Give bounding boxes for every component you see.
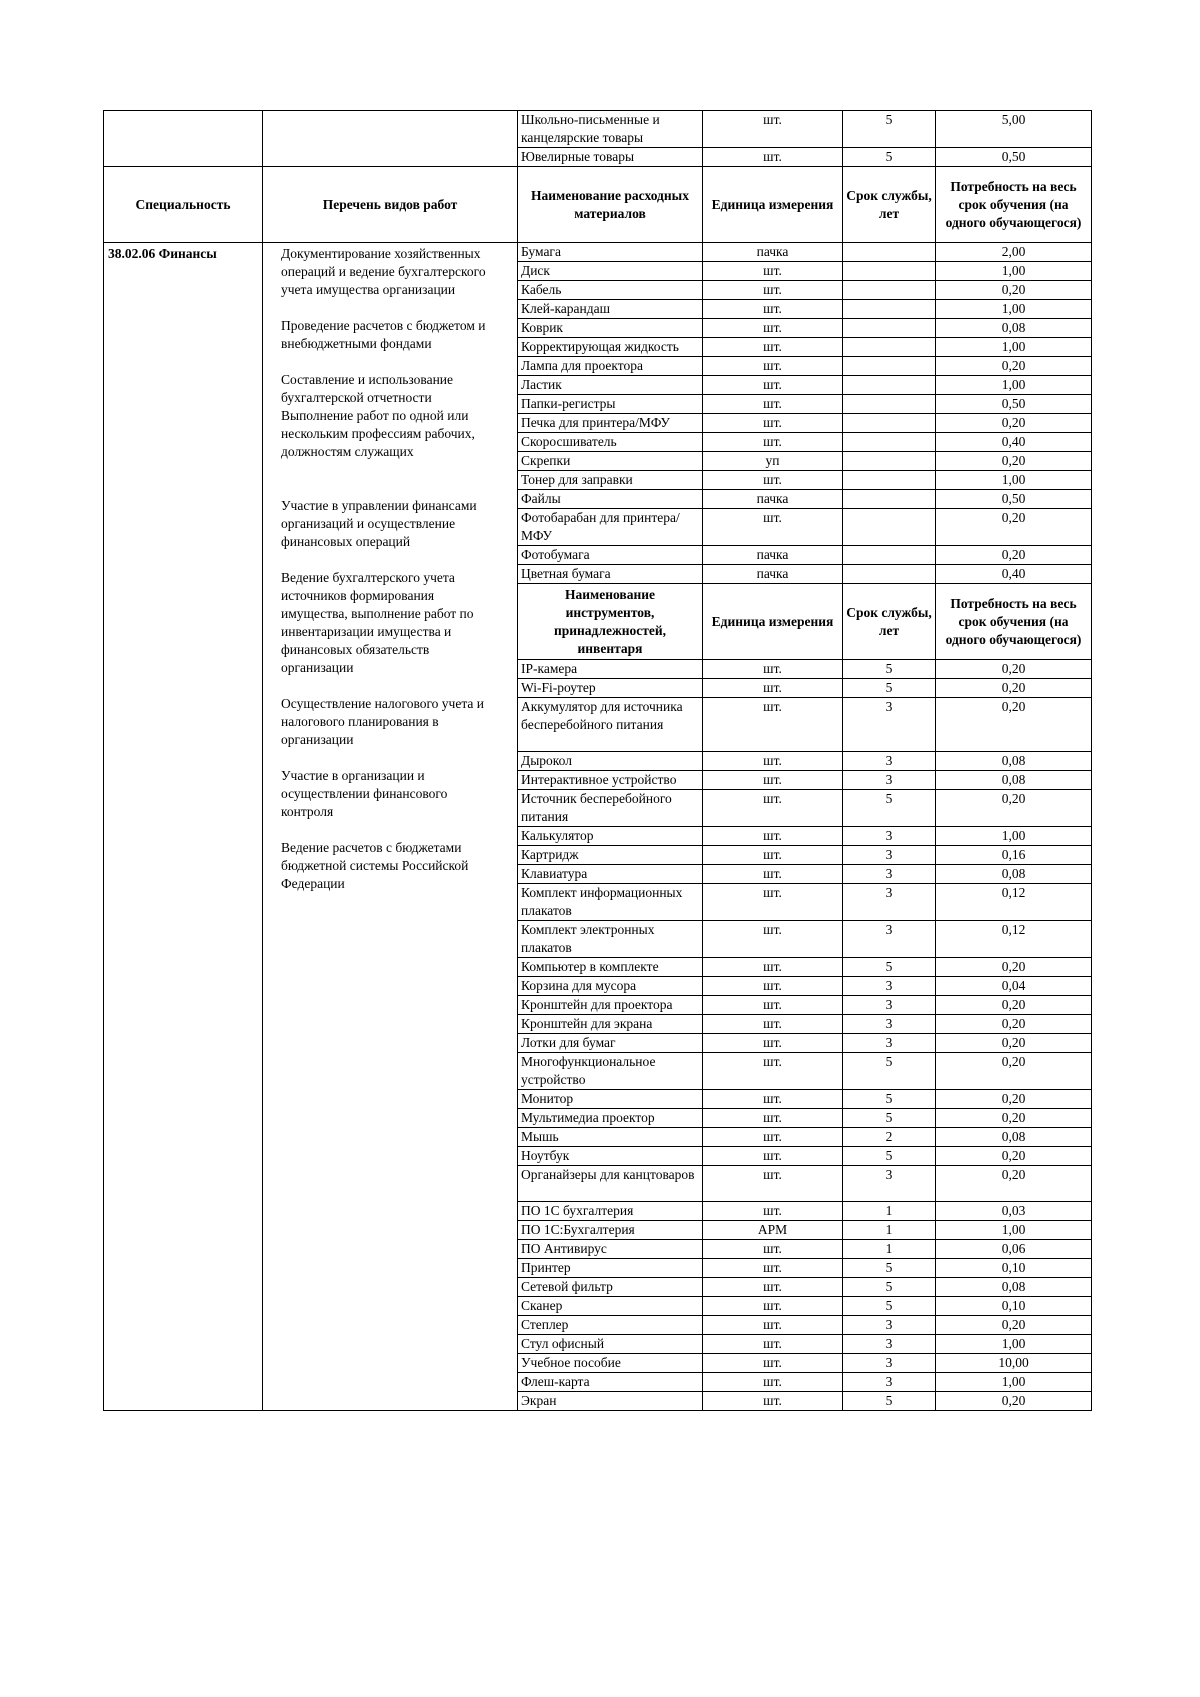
work-item: Ведение расчетов с бюджетами бюджетной системы Российской Федерации (281, 840, 469, 891)
item-life-cell (843, 490, 936, 509)
item-life-cell: 5 (843, 1259, 936, 1278)
item-life-cell (843, 262, 936, 281)
item-need-cell: 1,00 (936, 827, 1092, 846)
work-item: Ведение бухгалтерского учета источников формирования имущества, выполнение работ по инвентаризации имущества и финансовых обязательств организации (281, 570, 474, 675)
item-unit-cell: шт. (703, 698, 843, 752)
item-name-cell: Папки-регистры (518, 395, 703, 414)
item-name-cell: Печка для принтера/МФУ (518, 414, 703, 433)
item-need-cell: 0,08 (936, 319, 1092, 338)
item-unit-cell: шт. (703, 281, 843, 300)
item-life-cell: 3 (843, 771, 936, 790)
item-name-cell: Источник бесперебойного питания (518, 790, 703, 827)
document-page (103, 110, 1091, 1411)
item-need-cell: 0,20 (936, 1316, 1092, 1335)
item-name-cell: Лотки для бумаг (518, 1034, 703, 1053)
item-need-cell: 0,10 (936, 1259, 1092, 1278)
item-need-cell: 0,08 (936, 1128, 1092, 1147)
item-name-cell: Принтер (518, 1259, 703, 1278)
item-need-cell: 0,20 (936, 1053, 1092, 1090)
item-unit-cell: шт. (703, 865, 843, 884)
item-need-cell: 0,20 (936, 698, 1092, 752)
item-life-cell: 5 (843, 1392, 936, 1411)
item-need-cell: 0,16 (936, 846, 1092, 865)
item-need-cell: 0,20 (936, 546, 1092, 565)
item-need-cell: 0,20 (936, 996, 1092, 1015)
header-works: Перечень видов работ (263, 167, 518, 243)
item-life-cell: 3 (843, 1354, 936, 1373)
item-life-cell: 5 (843, 1090, 936, 1109)
item-life-cell (843, 565, 936, 584)
item-life-cell: 5 (843, 1297, 936, 1316)
item-life-cell: 3 (843, 1166, 936, 1202)
item-need-cell: 0,12 (936, 884, 1092, 921)
item-life-cell: 5 (843, 790, 936, 827)
item-need-cell: 0,20 (936, 452, 1092, 471)
item-name-cell: Органайзеры для канцтоваров (518, 1166, 703, 1202)
item-life-cell: 3 (843, 827, 936, 846)
item-life-cell: 5 (843, 660, 936, 679)
item-name-cell: Степлер (518, 1316, 703, 1335)
item-name-cell: Школьно-письменные и канцелярские товары (518, 111, 703, 148)
item-name-cell: ПО 1С:Бухгалтерия (518, 1221, 703, 1240)
item-unit-cell: шт. (703, 679, 843, 698)
item-need-cell: 1,00 (936, 262, 1092, 281)
item-life-cell (843, 319, 936, 338)
item-need-cell: 0,20 (936, 357, 1092, 376)
work-item: Документирование хозяйственных операций и ведение бухгалтерского учета имущества организации (281, 246, 486, 297)
item-unit-cell: шт. (703, 921, 843, 958)
item-unit-cell: шт. (703, 884, 843, 921)
item-need-cell: 0,20 (936, 1166, 1092, 1202)
item-life-cell (843, 395, 936, 414)
item-name-cell: Бумага (518, 243, 703, 262)
item-name-cell: Файлы (518, 490, 703, 509)
item-unit-cell: АРМ (703, 1221, 843, 1240)
item-unit-cell: шт. (703, 509, 843, 546)
item-need-cell: 0,50 (936, 395, 1092, 414)
item-unit-cell: шт. (703, 1034, 843, 1053)
item-need-cell: 2,00 (936, 243, 1092, 262)
item-need-cell: 0,20 (936, 1015, 1092, 1034)
item-name-cell: IP-камера (518, 660, 703, 679)
item-name-cell: Компьютер в комплекте (518, 958, 703, 977)
header-tools-name: Наименование инструментов, принадлежностей, инвентаря (518, 584, 703, 660)
item-unit-cell: шт. (703, 1259, 843, 1278)
item-need-cell: 0,40 (936, 565, 1092, 584)
header-row (104, 167, 1092, 243)
item-unit-cell: пачка (703, 565, 843, 584)
item-name-cell: Ластик (518, 376, 703, 395)
item-need-cell: 1,00 (936, 1373, 1092, 1392)
item-unit-cell: шт. (703, 1354, 843, 1373)
item-name-cell: Экран (518, 1392, 703, 1411)
item-life-cell: 3 (843, 996, 936, 1015)
item-life-cell: 3 (843, 1335, 936, 1354)
item-life-cell: 5 (843, 1109, 936, 1128)
item-life-cell: 5 (843, 111, 936, 148)
item-need-cell: 0,20 (936, 1034, 1092, 1053)
item-life-cell: 3 (843, 977, 936, 996)
works-cell (263, 243, 518, 1411)
item-unit-cell: шт. (703, 357, 843, 376)
item-need-cell: 0,50 (936, 490, 1092, 509)
header-tools-life: Срок службы, лет (843, 584, 936, 660)
item-life-cell: 3 (843, 865, 936, 884)
item-name-cell: Ювелирные товары (518, 148, 703, 167)
item-life-cell (843, 243, 936, 262)
item-need-cell: 0,50 (936, 148, 1092, 167)
item-life-cell: 3 (843, 1373, 936, 1392)
item-name-cell: Фотобарабан для принтера/МФУ (518, 509, 703, 546)
item-name-cell: Аккумулятор для источника бесперебойного питания (518, 698, 703, 752)
item-name-cell: Лампа для проектора (518, 357, 703, 376)
table-row (104, 111, 1092, 148)
item-unit-cell: шт. (703, 1128, 843, 1147)
item-name-cell: Учебное пособие (518, 1354, 703, 1373)
item-life-cell: 3 (843, 752, 936, 771)
item-name-cell: Калькулятор (518, 827, 703, 846)
table-row (104, 243, 1092, 262)
item-name-cell: Ноутбук (518, 1147, 703, 1166)
item-life-cell (843, 546, 936, 565)
item-need-cell: 0,06 (936, 1240, 1092, 1259)
header-need: Потребность на весь срок обучения (на одного обучающегося) (936, 167, 1092, 243)
item-name-cell: Коврик (518, 319, 703, 338)
item-name-cell: Скоросшиватель (518, 433, 703, 452)
item-need-cell: 0,20 (936, 1147, 1092, 1166)
item-need-cell: 0,20 (936, 1090, 1092, 1109)
item-name-cell: Сетевой фильтр (518, 1278, 703, 1297)
item-need-cell: 0,08 (936, 752, 1092, 771)
item-name-cell: Кронштейн для проектора (518, 996, 703, 1015)
item-need-cell: 0,20 (936, 679, 1092, 698)
item-unit-cell: шт. (703, 1316, 843, 1335)
item-need-cell: 0,20 (936, 281, 1092, 300)
header-unit: Единица измерения (703, 167, 843, 243)
item-unit-cell: шт. (703, 433, 843, 452)
header-tools-need: Потребность на весь срок обучения (на одного обучающегося) (936, 584, 1092, 660)
item-life-cell: 2 (843, 1128, 936, 1147)
item-unit-cell: шт. (703, 1373, 843, 1392)
item-need-cell: 1,00 (936, 1221, 1092, 1240)
item-need-cell: 10,00 (936, 1354, 1092, 1373)
item-life-cell (843, 357, 936, 376)
item-need-cell: 0,12 (936, 921, 1092, 958)
table-body (104, 111, 1092, 1411)
item-unit-cell: шт. (703, 1109, 843, 1128)
item-need-cell: 0,20 (936, 1392, 1092, 1411)
item-need-cell: 0,03 (936, 1202, 1092, 1221)
item-need-cell: 5,00 (936, 111, 1092, 148)
item-unit-cell: шт. (703, 790, 843, 827)
item-life-cell (843, 281, 936, 300)
item-life-cell: 3 (843, 1034, 936, 1053)
item-life-cell: 3 (843, 921, 936, 958)
item-unit-cell: пачка (703, 546, 843, 565)
header-life: Срок службы, лет (843, 167, 936, 243)
item-unit-cell: шт. (703, 1392, 843, 1411)
header-tools-unit: Единица измерения (703, 584, 843, 660)
item-unit-cell: шт. (703, 1090, 843, 1109)
item-unit-cell: шт. (703, 977, 843, 996)
header-specialty: Специальность (104, 167, 263, 243)
item-unit-cell: шт. (703, 148, 843, 167)
item-need-cell: 0,20 (936, 958, 1092, 977)
item-life-cell (843, 471, 936, 490)
item-need-cell: 0,10 (936, 1297, 1092, 1316)
item-unit-cell: пачка (703, 490, 843, 509)
item-name-cell: Кронштейн для экрана (518, 1015, 703, 1034)
item-name-cell: Фотобумага (518, 546, 703, 565)
header-materials-name: Наименование расходных материалов (518, 167, 703, 243)
item-name-cell: Клей-карандаш (518, 300, 703, 319)
item-unit-cell: шт. (703, 1278, 843, 1297)
item-name-cell: Клавиатура (518, 865, 703, 884)
item-need-cell: 0,40 (936, 433, 1092, 452)
item-unit-cell: шт. (703, 111, 843, 148)
item-life-cell: 1 (843, 1221, 936, 1240)
item-need-cell: 1,00 (936, 338, 1092, 357)
item-unit-cell: шт. (703, 996, 843, 1015)
item-unit-cell: шт. (703, 414, 843, 433)
item-unit-cell: шт. (703, 376, 843, 395)
item-name-cell: Интерактивное устройство (518, 771, 703, 790)
item-name-cell: Цветная бумага (518, 565, 703, 584)
item-life-cell: 5 (843, 1278, 936, 1297)
empty-works-cell (263, 111, 518, 167)
item-life-cell: 5 (843, 958, 936, 977)
item-life-cell: 3 (843, 698, 936, 752)
item-name-cell: ПО 1С бухгалтерия (518, 1202, 703, 1221)
item-need-cell: 0,20 (936, 790, 1092, 827)
work-item: Проведение расчетов с бюджетом и внебюджетными фондами (281, 318, 486, 351)
item-name-cell: Комплект информационных плакатов (518, 884, 703, 921)
item-unit-cell: шт. (703, 1240, 843, 1259)
item-need-cell: 1,00 (936, 1335, 1092, 1354)
item-life-cell (843, 300, 936, 319)
item-name-cell: Сканер (518, 1297, 703, 1316)
item-life-cell (843, 338, 936, 357)
item-life-cell: 3 (843, 1015, 936, 1034)
item-need-cell: 0,20 (936, 509, 1092, 546)
item-unit-cell: шт. (703, 846, 843, 865)
item-need-cell: 1,00 (936, 471, 1092, 490)
item-life-cell: 3 (843, 1316, 936, 1335)
item-need-cell: 0,08 (936, 771, 1092, 790)
item-life-cell: 1 (843, 1240, 936, 1259)
item-need-cell: 0,08 (936, 1278, 1092, 1297)
item-name-cell: Монитор (518, 1090, 703, 1109)
item-need-cell: 0,08 (936, 865, 1092, 884)
item-unit-cell: шт. (703, 660, 843, 679)
item-need-cell: 0,20 (936, 1109, 1092, 1128)
item-unit-cell: шт. (703, 771, 843, 790)
item-name-cell: Флеш-карта (518, 1373, 703, 1392)
work-item: Составление и использование бухгалтерской отчетности Выполнение работ по одной или нескольким профессиям рабочих, должностям служащих (281, 372, 475, 459)
item-unit-cell: шт. (703, 1166, 843, 1202)
item-life-cell: 5 (843, 1053, 936, 1090)
item-name-cell: Тонер для заправки (518, 471, 703, 490)
item-life-cell (843, 452, 936, 471)
item-unit-cell: шт. (703, 471, 843, 490)
item-unit-cell: шт. (703, 338, 843, 357)
equipment-table (103, 110, 1092, 1411)
item-unit-cell: шт. (703, 1147, 843, 1166)
item-unit-cell: уп (703, 452, 843, 471)
item-need-cell: 0,20 (936, 414, 1092, 433)
item-unit-cell: шт. (703, 1015, 843, 1034)
item-need-cell: 0,04 (936, 977, 1092, 996)
item-life-cell: 3 (843, 884, 936, 921)
item-unit-cell: шт. (703, 300, 843, 319)
item-name-cell: Картридж (518, 846, 703, 865)
item-unit-cell: шт. (703, 1053, 843, 1090)
item-unit-cell: шт. (703, 262, 843, 281)
item-name-cell: Многофункциональное устройство (518, 1053, 703, 1090)
item-life-cell: 1 (843, 1202, 936, 1221)
item-need-cell: 1,00 (936, 300, 1092, 319)
item-name-cell: Дырокол (518, 752, 703, 771)
item-life-cell: 5 (843, 148, 936, 167)
item-life-cell (843, 414, 936, 433)
item-name-cell: Wi-Fi-роутер (518, 679, 703, 698)
specialty-cell: 38.02.06 Финансы (104, 243, 263, 1411)
item-unit-cell: шт. (703, 958, 843, 977)
item-life-cell (843, 509, 936, 546)
item-unit-cell: шт. (703, 1335, 843, 1354)
item-name-cell: Корректирующая жидкость (518, 338, 703, 357)
item-life-cell: 5 (843, 679, 936, 698)
work-item: Участие в организации и осуществлении финансового контроля (281, 768, 448, 819)
work-item: Осуществление налогового учета и налогового планирования в организации (281, 696, 484, 747)
item-unit-cell: пачка (703, 243, 843, 262)
item-life-cell: 3 (843, 846, 936, 865)
item-unit-cell: шт. (703, 1297, 843, 1316)
item-name-cell: Комплект электронных плакатов (518, 921, 703, 958)
work-item: Участие в управлении финансами организаций и осуществление финансовых операций (281, 498, 477, 549)
item-name-cell: Стул офисный (518, 1335, 703, 1354)
item-unit-cell: шт. (703, 752, 843, 771)
item-unit-cell: шт. (703, 395, 843, 414)
item-name-cell: ПО Антивирус (518, 1240, 703, 1259)
item-name-cell: Мультимедиа проектор (518, 1109, 703, 1128)
item-life-cell (843, 376, 936, 395)
item-unit-cell: шт. (703, 1202, 843, 1221)
item-unit-cell: шт. (703, 319, 843, 338)
item-name-cell: Скрепки (518, 452, 703, 471)
item-need-cell: 0,20 (936, 660, 1092, 679)
item-name-cell: Корзина для мусора (518, 977, 703, 996)
item-life-cell (843, 433, 936, 452)
item-name-cell: Кабель (518, 281, 703, 300)
item-name-cell: Мышь (518, 1128, 703, 1147)
item-need-cell: 1,00 (936, 376, 1092, 395)
item-life-cell: 5 (843, 1147, 936, 1166)
empty-specialty-cell (104, 111, 263, 167)
item-name-cell: Диск (518, 262, 703, 281)
item-unit-cell: шт. (703, 827, 843, 846)
